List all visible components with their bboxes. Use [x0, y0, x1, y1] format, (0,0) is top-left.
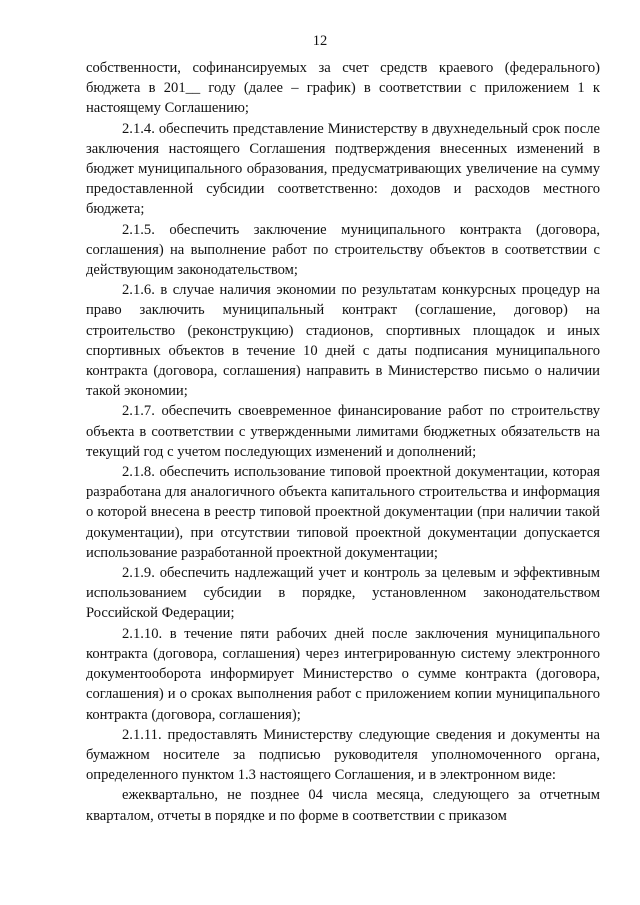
paragraph-2-1-7: 2.1.7. обеспечить своевременное финансирование работ по строительству объекта в соответствии с утвержденными лимитами бюджетных обязательств на текущий год с учетом последующих изменений и дополнений;: [86, 403, 600, 460]
document-body: [86, 58, 600, 826]
paragraph-2-1-10: 2.1.10. в течение пяти рабочих дней после заключения муниципального контракта (договора, соглашения) через интегрированную систему электронного документооборота информирует Министерство о сумме контракта (договора, соглашения) и о сроках выполнения работ с приложением копии муниципального контракта (договора, соглашения);: [86, 625, 600, 723]
page-number: 12: [312, 33, 328, 49]
paragraph-quarterly-reports: ежеквартально, не позднее 04 числа месяца, следующего за отчетным кварталом, отчеты в порядке и по форме в соответствии с приказом: [86, 787, 600, 824]
paragraph-2-1-5: 2.1.5. обеспечить заключение муниципального контракта (договора, соглашения) на выполнение работ по строительству объектов в соответствии с действующим законодательством;: [86, 221, 600, 279]
paragraph-2-1-8: 2.1.8. обеспечить использование типовой проектной документации, которая разработана для аналогичного объекта капитального строительства и информация о которой внесена в реестр типовой проектной документации (при наличии такой документации), при отсутствии типовой проектной документации допускается использование разработанной проектной документации;: [86, 464, 600, 561]
paragraph-2-1-6: 2.1.6. в случае наличия экономии по результатам конкурсных процедур на право заключить муниципальный контракт (соглашение, договор) на строительство (реконструкцию) стадионов, спортивных площадок и иных спортивных объектов в течение 10 дней с даты подписания муниципального контракта (договора, соглашения) направить в Министерство письмо о наличии такой экономии;: [86, 282, 600, 400]
paragraph-continuation: собственности, софинансируемых за счет средств краевого (федерального) бюджета в 201__ году (далее – график) в соответствии с приложением 1 к настоящему Соглашению;: [86, 60, 600, 117]
paragraph-2-1-11: 2.1.11. предоставлять Министерству следующие сведения и документы на бумажном носителе за подписью руководителя уполномоченного органа, определенного пунктом 1.3 настоящего Соглашения, и в электронном виде:: [86, 726, 600, 784]
paragraph-2-1-4: 2.1.4. обеспечить представление Министерству в двухнедельный срок после заключения настоящего Соглашения подтверждения внесенных изменений в бюджет муниципального образования, предусматривающих увеличение на сумму предоставленной субсидии соответственно: доходов и расходов местного бюджета;: [86, 120, 600, 218]
paragraph-2-1-9: 2.1.9. обеспечить надлежащий учет и контроль за целевым и эффективным использованием субсидии в порядке, установленном законодательством Российской Федерации;: [86, 565, 600, 622]
